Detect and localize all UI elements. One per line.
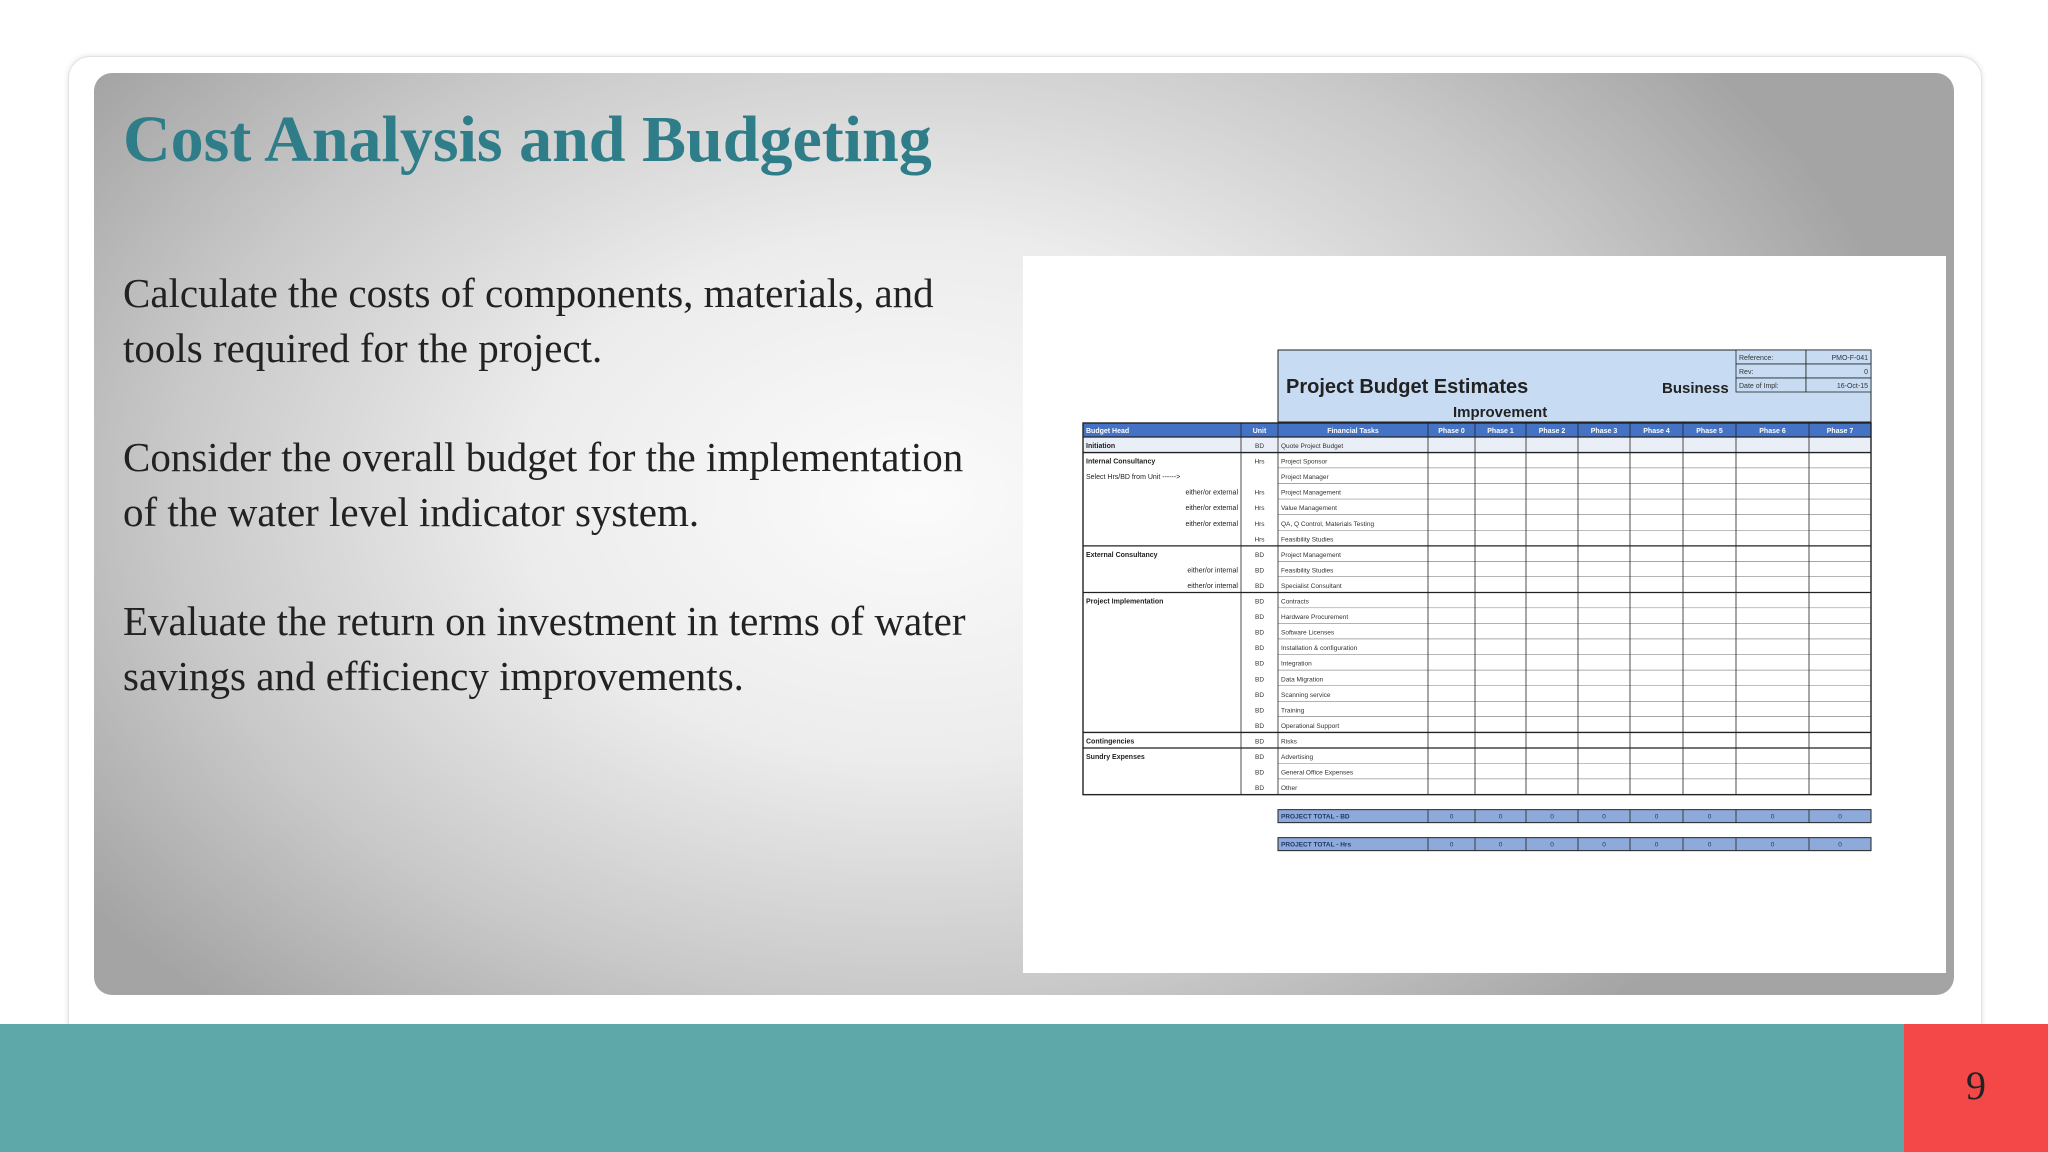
row-budget-head: External Consultancy <box>1086 551 1158 559</box>
row-unit: BD <box>1254 707 1265 715</box>
total-value: 0 <box>1602 841 1606 849</box>
total-value: 0 <box>1707 813 1712 821</box>
row-unit: BD <box>1254 785 1265 793</box>
row-financial-task: General Office Expenses <box>1281 769 1354 777</box>
row-budget-head: either/or external <box>1185 505 1238 513</box>
table-row <box>1083 748 1871 764</box>
total-value: 0 <box>1838 841 1842 849</box>
page-number-box <box>1904 1024 2048 1152</box>
bullet-paragraph-roi: Evaluate the return on investment in terms of water savings and efficiency improvements. <box>123 598 966 699</box>
row-budget-head: Select Hrs/BD from Unit ------> <box>1086 474 1181 482</box>
total-value: 0 <box>1770 813 1775 821</box>
row-budget-head: Sundry Expenses <box>1086 754 1145 761</box>
total-value: 0 <box>1550 841 1554 849</box>
row-financial-task: Scanning service <box>1281 691 1331 699</box>
row-unit: BD <box>1254 676 1265 684</box>
row-financial-task: Integration <box>1281 660 1312 668</box>
total-value: 0 <box>1550 813 1554 821</box>
row-unit: Hrs <box>1254 536 1265 544</box>
row-budget-head: Contingencies <box>1086 738 1135 746</box>
row-financial-task: Other <box>1281 785 1298 793</box>
column-header-label: Phase 1 <box>1487 428 1514 435</box>
row-budget-head: either/or external <box>1185 489 1238 497</box>
row-financial-task: Training <box>1281 707 1305 715</box>
table-row <box>1083 546 1871 562</box>
column-header-label: Phase 5 <box>1696 428 1723 435</box>
total-value: 0 <box>1498 841 1503 849</box>
total-label: PROJECT TOTAL - Hrs <box>1281 841 1352 849</box>
total-value: 0 <box>1449 841 1454 849</box>
budget-subtitle: Improvement <box>1453 404 1548 421</box>
row-budget-head: Internal Consultancy <box>1086 458 1156 466</box>
slide-title: Cost Analysis and Budgeting <box>123 103 932 176</box>
row-budget-head: either/or internal <box>1187 567 1238 575</box>
budget-title: Project Budget Estimates <box>1286 376 1529 398</box>
row-unit: BD <box>1254 614 1265 622</box>
row-unit: Hrs <box>1254 520 1265 528</box>
page-number: 9 <box>1966 1063 1986 1108</box>
row-financial-task: Contracts <box>1281 598 1309 606</box>
column-header-label: Phase 6 <box>1759 428 1786 435</box>
row-unit: BD <box>1254 738 1265 746</box>
row-financial-task: Project Management <box>1281 551 1341 559</box>
row-unit: BD <box>1254 754 1265 761</box>
table-row <box>1083 717 1871 733</box>
row-financial-task: Project Management <box>1281 489 1341 497</box>
table-row <box>1083 530 1871 546</box>
table-row <box>1083 624 1871 640</box>
table-row <box>1083 670 1871 686</box>
row-financial-task: Quote Project Budget <box>1281 443 1344 450</box>
table-row <box>1083 779 1871 795</box>
meta-value: 16-Oct-15 <box>1836 383 1868 390</box>
row-unit: BD <box>1254 629 1265 637</box>
row-unit: BD <box>1254 443 1265 450</box>
column-header-label: Budget Head <box>1086 428 1130 435</box>
row-financial-task: Hardware Procurement <box>1281 614 1349 622</box>
row-unit: Hrs <box>1254 458 1265 466</box>
row-budget-head: either/or external <box>1185 520 1238 528</box>
footer-bar <box>0 1024 1904 1152</box>
table-row <box>1083 655 1871 671</box>
table-row <box>1083 701 1871 717</box>
row-unit: BD <box>1254 691 1265 699</box>
row-financial-task: Project Manager <box>1281 474 1329 482</box>
total-value: 0 <box>1498 813 1503 821</box>
row-financial-task: Data Migration <box>1281 676 1324 684</box>
row-financial-task: Project Sponsor <box>1281 458 1328 466</box>
meta-label: Date of Impl: <box>1739 383 1779 390</box>
table-row <box>1083 686 1871 702</box>
row-financial-task: Installation & configuration <box>1281 645 1358 653</box>
row-financial-task: Feasibility Studies <box>1281 536 1334 544</box>
bullet-paragraph-budget: Consider the overall budget for the implementation of the water level indicator system. <box>123 434 964 535</box>
bullet-paragraph-costs: Calculate the costs of components, materials, and tools required for the project. <box>123 270 934 371</box>
total-value: 0 <box>1602 813 1606 821</box>
row-financial-task: Feasibility Studies <box>1281 567 1334 575</box>
meta-label: Reference: <box>1739 355 1774 362</box>
table-row <box>1083 453 1871 469</box>
slide-body <box>123 266 1003 758</box>
table-row <box>1083 639 1871 655</box>
total-value: 0 <box>1654 841 1659 849</box>
row-unit: BD <box>1254 769 1265 777</box>
total-value: 0 <box>1449 813 1454 821</box>
row-budget-head: either/or internal <box>1187 582 1238 590</box>
meta-label: Rev: <box>1739 369 1754 376</box>
column-header-label: Phase 7 <box>1826 428 1854 435</box>
row-unit: BD <box>1254 722 1265 730</box>
column-header-label: Phase 3 <box>1590 428 1618 435</box>
total-value: 0 <box>1707 841 1712 849</box>
table-row <box>1083 608 1871 624</box>
row-financial-task: Specialist Consultant <box>1281 582 1342 590</box>
table-row <box>1083 593 1871 609</box>
row-unit: BD <box>1254 598 1265 606</box>
total-row <box>1278 838 1871 851</box>
table-row <box>1083 764 1871 780</box>
column-header-label: Unit <box>1252 428 1267 435</box>
row-unit: Hrs <box>1254 505 1265 513</box>
total-row <box>1278 810 1871 823</box>
budget-table-image <box>1023 256 1946 973</box>
column-header-label: Financial Tasks <box>1327 428 1379 435</box>
row-financial-task: Advertising <box>1281 754 1314 761</box>
meta-value: 0 <box>1864 369 1868 376</box>
column-header-label: Phase 0 <box>1438 428 1465 435</box>
row-unit: Hrs <box>1254 489 1265 497</box>
row-unit: BD <box>1254 660 1265 668</box>
row-financial-task: QA, Q Control, Materials Testing <box>1281 520 1375 528</box>
budget-table-graphic <box>1023 256 1946 973</box>
row-budget-head: Initiation <box>1086 443 1116 450</box>
row-budget-head: Project Implementation <box>1086 598 1164 606</box>
meta-value-cell <box>1806 364 1871 378</box>
row-financial-task: Risks <box>1281 738 1297 746</box>
total-value: 0 <box>1654 813 1659 821</box>
row-unit: BD <box>1254 567 1265 575</box>
column-header-label: Phase 4 <box>1643 428 1670 435</box>
row-financial-task: Software Licenses <box>1281 629 1335 637</box>
row-unit: BD <box>1254 645 1265 653</box>
column-header-row <box>1083 423 1871 437</box>
table-row <box>1083 468 1871 484</box>
total-value: 0 <box>1838 813 1842 821</box>
table-row <box>1083 732 1871 748</box>
budget-title-right: Business <box>1662 380 1729 397</box>
row-unit: BD <box>1254 551 1265 559</box>
row-unit: BD <box>1254 582 1265 590</box>
row-financial-task: Value Management <box>1281 505 1337 513</box>
total-value: 0 <box>1770 841 1775 849</box>
row-financial-task: Operational Support <box>1281 722 1340 730</box>
table-row <box>1083 437 1871 453</box>
total-label: PROJECT TOTAL - BD <box>1281 813 1350 821</box>
column-header-label: Phase 2 <box>1538 428 1566 435</box>
meta-value: PMO-F-041 <box>1831 355 1868 362</box>
